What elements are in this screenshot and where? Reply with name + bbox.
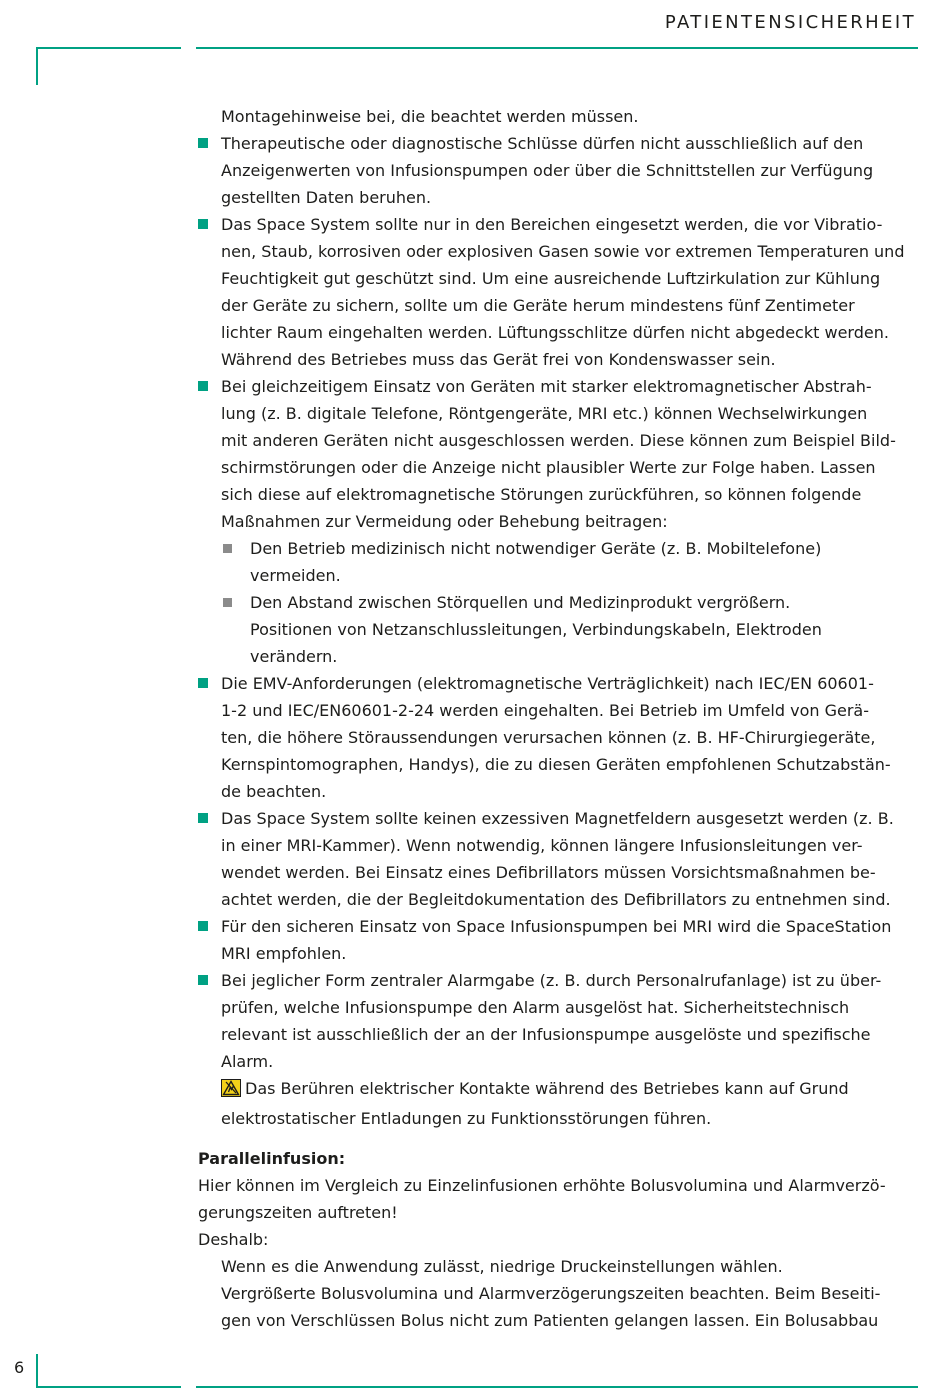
- continuation-text: Montagehinweise bei, die beachtet werden müssen.: [221, 107, 639, 126]
- bullet-line: Maßnahmen zur Vermeidung oder Behebung beitragen:: [221, 512, 668, 531]
- sub-bullet-line: verändern.: [250, 647, 338, 666]
- sub-bullet-square-icon: [223, 544, 232, 553]
- header-rule-right: [196, 47, 918, 49]
- sub-bullet-line: Den Betrieb medizinisch nicht notwendiger Geräte (z. B. Mobiltelefone): [250, 539, 822, 558]
- bullet-line: Therapeutische oder diagnostische Schlüsse dürfen nicht ausschließlich auf den: [221, 134, 864, 153]
- bullet-line: MRI empfohlen.: [221, 944, 347, 963]
- bullet-line: schirmstörungen oder die Anzeige nicht plausibler Werte zur Folge haben. Lassen: [221, 458, 876, 477]
- bullet-line: nen, Staub, korrosiven oder explosiven Gasen sowie vor extremen Temperaturen und: [221, 242, 905, 261]
- section-title: PATIENTENSICHERHEIT: [664, 12, 916, 33]
- bullet-item: [198, 211, 918, 373]
- bullet-line: Das Space System sollte nur in den Bereichen eingesetzt werden, die vor Vibratio-: [221, 215, 883, 234]
- bullet-item: [198, 913, 918, 967]
- bullet-line: Feuchtigkeit gut geschützt sind. Um eine ausreichende Luftzirkulation zur Kühlung: [221, 269, 881, 288]
- bullet-line: in einer MRI-Kammer). Wenn notwendig, können längere Infusionsleitungen ver-: [221, 836, 863, 855]
- esd-warning-icon: [221, 1078, 241, 1105]
- bullet-line: lung (z. B. digitale Telefone, Röntgengeräte, MRI etc.) können Wechselwirkungen: [221, 404, 868, 423]
- page-body: [198, 103, 918, 1334]
- bullet-square-icon: [198, 138, 208, 148]
- deshalb-label: Deshalb:: [198, 1230, 269, 1249]
- bullet-square-icon: [198, 813, 208, 823]
- bullet-line: Anzeigenwerten von Infusionspumpen oder über die Schnittstellen zur Verfügung: [221, 161, 874, 180]
- header-rule-left-horizontal: [36, 47, 181, 49]
- paragraph-line: Hier können im Vergleich zu Einzelinfusionen erhöhte Bolusvolumina und Alarmverzö-: [198, 1176, 886, 1195]
- bullet-line: gestellten Daten beruhen.: [221, 188, 432, 207]
- bullet-item: [198, 805, 918, 913]
- esd-note-text: Das Berühren elektrischer Kontakte während des Betriebes kann auf Grund: [245, 1079, 849, 1098]
- bullet-square-icon: [198, 678, 208, 688]
- esd-note-line: [198, 1075, 918, 1105]
- esd-note-line: elektrostatischer Entladungen zu Funktionsstörungen führen.: [221, 1109, 712, 1128]
- indented-line: gen von Verschlüssen Bolus nicht zum Patienten gelangen lassen. Ein Bolusabbau: [221, 1311, 879, 1330]
- section-heading-parallelinfusion: Parallelinfusion:: [198, 1149, 346, 1168]
- bullet-item: [198, 373, 918, 670]
- bullet-line: Alarm.: [221, 1052, 274, 1071]
- bullet-square-icon: [198, 921, 208, 931]
- sub-bullet-line: vermeiden.: [250, 566, 341, 585]
- page-number: 6: [14, 1358, 25, 1377]
- bullet-line: Bei gleichzeitigem Einsatz von Geräten mit starker elektromagnetischer Abstrah-: [221, 377, 872, 396]
- bullet-square-icon: [198, 975, 208, 985]
- bullet-line: 1-2 und IEC/EN60601-2-24 werden eingehalten. Bei Betrieb im Umfeld von Gerä-: [221, 701, 869, 720]
- footer-rule-right: [196, 1386, 918, 1388]
- indented-line: Vergrößerte Bolusvolumina und Alarmverzögerungszeiten beachten. Beim Beseiti-: [221, 1284, 881, 1303]
- bullet-line: Bei jeglicher Form zentraler Alarmgabe (z. B. durch Personalrufanlage) ist zu über-: [221, 971, 882, 990]
- sub-bullet-item: [198, 535, 918, 589]
- footer-rule-left-vertical: [36, 1354, 38, 1388]
- bullet-item: [198, 967, 918, 1075]
- bullet-line: Für den sicheren Einsatz von Space Infusionspumpen bei MRI wird die SpaceStation: [221, 917, 892, 936]
- bullet-line: Die EMV-Anforderungen (elektromagnetische Verträglichkeit) nach IEC/EN 60601-: [221, 674, 874, 693]
- bullet-line: lichter Raum eingehalten werden. Lüftungsschlitze dürfen nicht abgedeckt werden.: [221, 323, 889, 342]
- bullet-line: sich diese auf elektromagnetische Störungen zurückführen, so können folgende: [221, 485, 862, 504]
- paragraph-line: gerungszeiten auftreten!: [198, 1203, 398, 1222]
- bullet-line: achtet werden, die der Begleitdokumentation des Defibrillators zu entnehmen sind.: [221, 890, 891, 909]
- sub-bullet-line: Den Abstand zwischen Störquellen und Medizinprodukt vergrößern.: [250, 593, 791, 612]
- bullet-line: Das Space System sollte keinen exzessiven Magnetfeldern ausgesetzt werden (z. B.: [221, 809, 894, 828]
- bullet-square-icon: [198, 219, 208, 229]
- bullet-line: ten, die höhere Störaussendungen verursachen können (z. B. HF-Chirurgiegeräte,: [221, 728, 876, 747]
- bullet-line: wendet werden. Bei Einsatz eines Defibrillators müssen Vorsichtsmaßnahmen be-: [221, 863, 876, 882]
- footer-rule-left-horizontal: [36, 1386, 181, 1388]
- bullet-item: [198, 130, 918, 211]
- indented-line: Wenn es die Anwendung zulässt, niedrige Druckeinstellungen wählen.: [221, 1257, 783, 1276]
- bullet-line: prüfen, welche Infusionspumpe den Alarm ausgelöst hat. Sicherheitstechnisch: [221, 998, 850, 1017]
- bullet-item: [198, 670, 918, 805]
- sub-bullet-line: Positionen von Netzanschlussleitungen, Verbindungskabeln, Elektroden: [250, 620, 822, 639]
- bullet-square-icon: [198, 381, 208, 391]
- bullet-line: de beachten.: [221, 782, 327, 801]
- bullet-line: der Geräte zu sichern, sollte um die Geräte herum mindestens fünf Zentimeter: [221, 296, 855, 315]
- bullet-line: relevant ist ausschließlich der an der Infusionspumpe ausgelöste und spezifische: [221, 1025, 871, 1044]
- header-rule-left-vertical: [36, 47, 38, 85]
- bullet-line: Kernspintomographen, Handys), die zu diesen Geräten empfohlenen Schutzabstän-: [221, 755, 891, 774]
- bullet-line: Während des Betriebes muss das Gerät frei von Kondenswasser sein.: [221, 350, 776, 369]
- sub-bullet-square-icon: [223, 598, 232, 607]
- bullet-line: mit anderen Geräten nicht ausgeschlossen werden. Diese können zum Beispiel Bild-: [221, 431, 896, 450]
- sub-bullet-item: [198, 589, 918, 670]
